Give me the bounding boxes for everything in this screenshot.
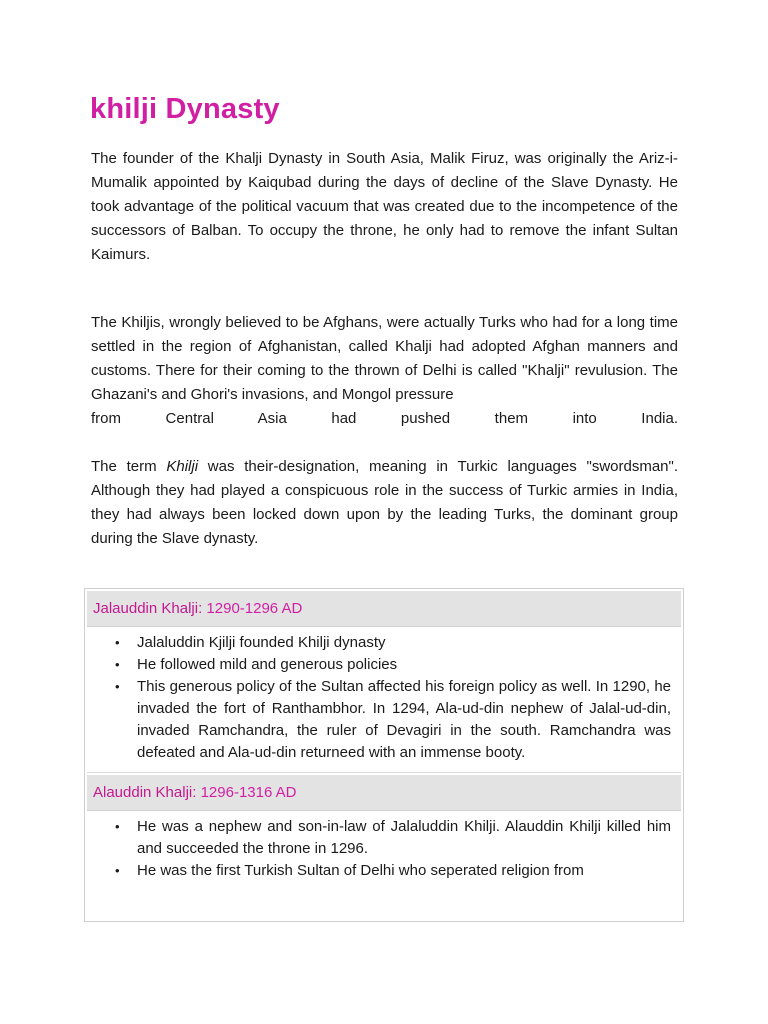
ruler-name: Jalauddin Khalji:: [93, 600, 203, 617]
ruler-dates: 1290-1296 AD: [202, 600, 303, 617]
intro-paragraph: The founder of the Khalji Dynasty in South Asia, Malik Firuz, was originally the Ariz-i-Mumalik appointed by Kaiqubad during the days of decline of the Slave Dynasty. He took advantage of the political vacuum that was created due to the incompetence of the successors of Balban. To occupy the throne, he only had to remove the infant Sultan Kaimurs.: [91, 150, 678, 263]
origin-paragraph-text: The Khiljis, wrongly believed to be Afghans, were actually Turks who had for a long time settled in the region of Afghanistan, called Khalji had adopted Afghan manners and customs. There for their coming to the thrown of Delhi is called "Khalji" revulusion. The Ghazani's and Ghori's invasions, and Mongol pressure: [91, 314, 678, 403]
bullet-icon: •: [115, 679, 120, 694]
list-item-text: He was the first Turkish Sultan of Delhi who seperated religion from: [137, 862, 584, 879]
bullet-icon: •: [115, 635, 120, 650]
bullet-icon: •: [115, 657, 120, 672]
term-paragraph-lead: The term: [91, 458, 167, 475]
section-body-alauddin: [87, 811, 681, 890]
section-header-jalauddin: [87, 591, 681, 627]
bullet-icon: •: [115, 863, 120, 878]
ruler-dates: 1296-1316 AD: [196, 784, 297, 801]
term-paragraph-text: was their-designation, meaning in Turkic languages "swordsman". Although they had played a conspicuous role in the success of Turkic armies in India, they had always been locked down upon by the leading Turks, the dominant group during the Slave dynasty.: [91, 458, 679, 547]
list-item-text: He followed mild and generous policies: [137, 656, 398, 673]
term-word: Khilji: [166, 458, 199, 475]
list-item: [115, 654, 681, 676]
section-header-alauddin: [87, 775, 681, 811]
rulers-table: [84, 588, 684, 922]
origin-paragraph-last-line: from Central Asia had pushed them into India.: [91, 410, 678, 427]
bullet-list: [87, 816, 681, 882]
bullet-icon: •: [115, 819, 120, 834]
page-title: khilji Dynasty: [90, 93, 280, 125]
section-body-jalauddin: [87, 627, 681, 773]
list-item: [115, 632, 681, 654]
ruler-name: Alauddin Khalji:: [93, 784, 197, 801]
list-item-text: This generous policy of the Sultan affected his foreign policy as well. In 1290, he invaded the fort of Ranthambhor. In 1294, Ala-ud-din nephew of Jalal-ud-din, invaded Ramchandra, the ruler of Devagiri in the south. Ramchandra was defeated and Ala-ud-din returneed with an immense booty.: [137, 678, 671, 761]
list-item: [115, 816, 681, 860]
list-item: [115, 860, 681, 882]
bullet-list: [87, 632, 681, 764]
list-item-text: He was a nephew and son-in-law of Jalaluddin Khilji. Alauddin Khilji killed him and succeeded the throne in 1296.: [137, 818, 671, 857]
list-item-text: Jalaluddin Kjilji founded Khilji dynasty: [137, 634, 386, 651]
origin-paragraph: [91, 311, 678, 431]
term-paragraph: [91, 455, 678, 551]
list-item: [115, 676, 681, 764]
